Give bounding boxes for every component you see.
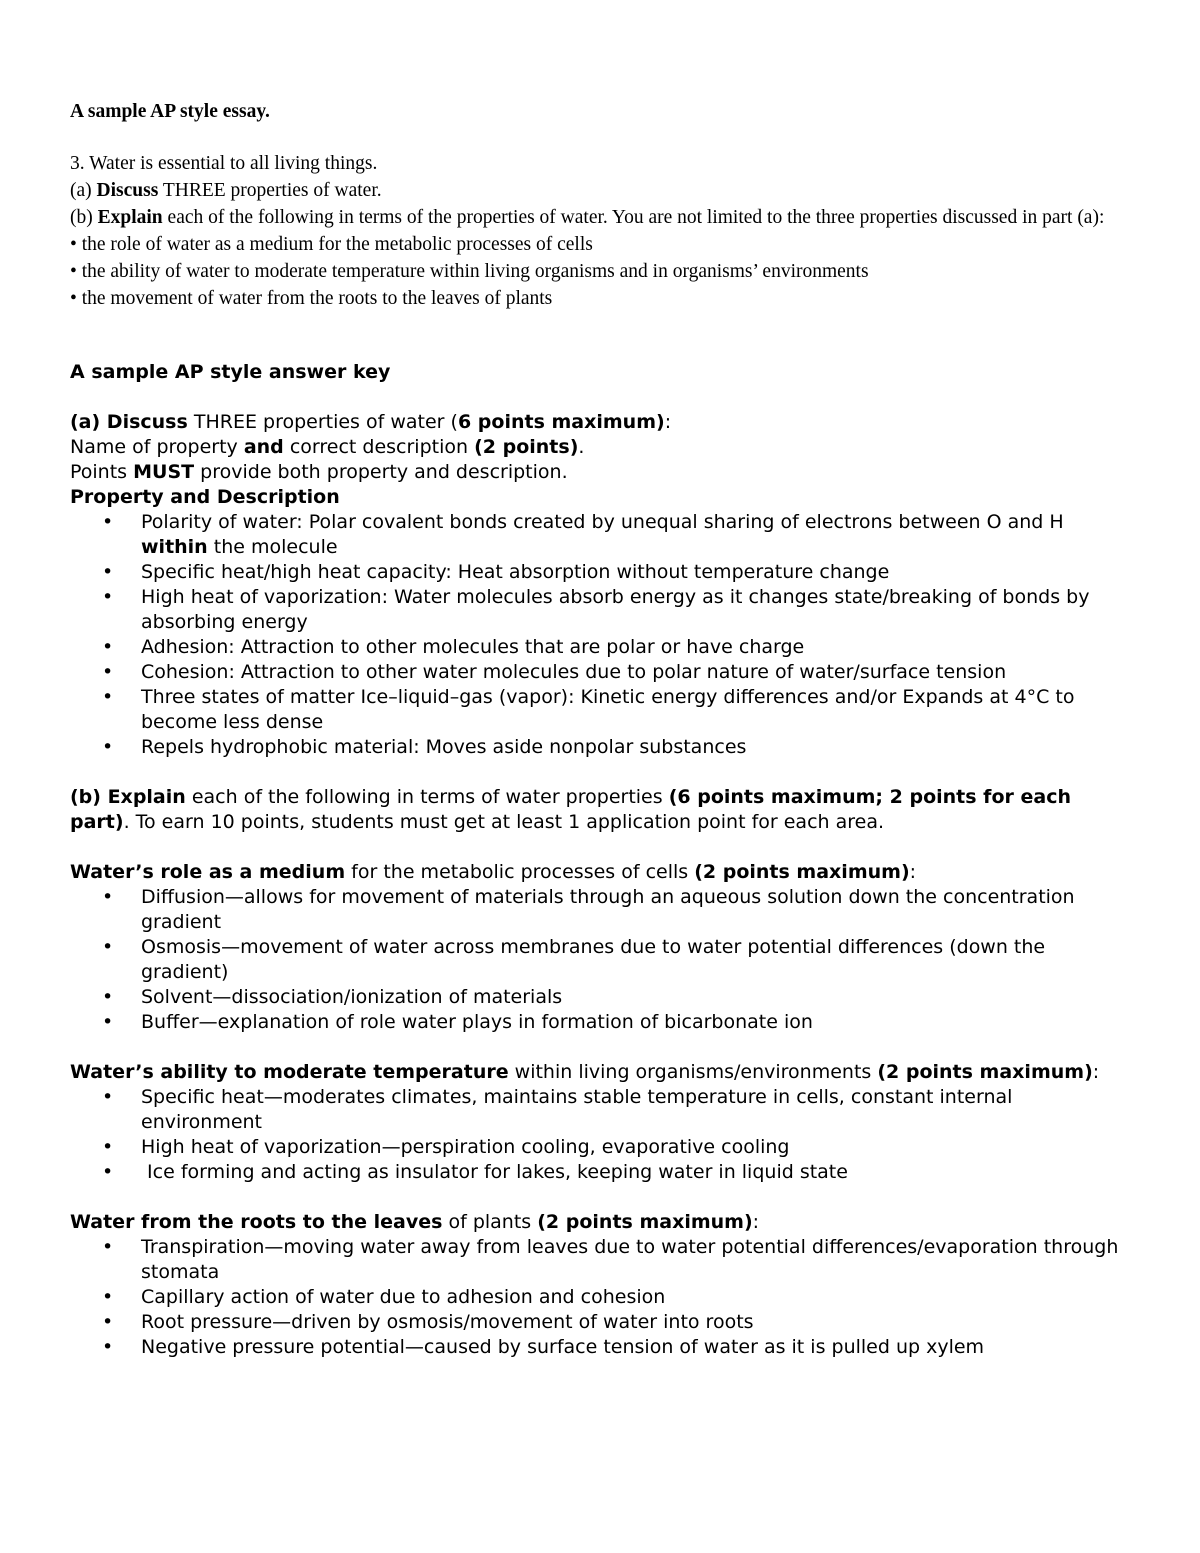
section-heading: Water’s role as a medium for the metabolic processes of cells (2 points maximum): — [70, 861, 917, 883]
list-item: • Specific heat/high heat capacity: Heat absorption without temperature change — [70, 560, 1135, 585]
section-heading: Water from the roots to the leaves of plants (2 points maximum): — [70, 1211, 760, 1233]
essay-part-b: (b) Explain each of the following in terms of the properties of water. You are not limited to the three properties discussed in part (a): — [70, 207, 1105, 228]
essay-question: 3. Water is essential to all living things. — [70, 153, 378, 174]
list-item: • Polarity of water: Polar covalent bonds created by unequal sharing of electrons between O and H within the molecule — [70, 510, 1135, 560]
essay-part-a: (a) Discuss THREE properties of water. — [70, 180, 382, 201]
list-item: • Ice forming and acting as insulator for lakes, keeping water in liquid state — [70, 1160, 1135, 1185]
essay-bullet: • the movement of water from the roots to the leaves of plants — [70, 288, 553, 309]
scoring-rule: Name of property and correct description (2 points). — [70, 436, 585, 458]
list-item: • Cohesion: Attraction to other water molecules due to polar nature of water/surface tension — [70, 660, 1135, 685]
list-item: • Capillary action of water due to adhesion and cohesion — [70, 1285, 1135, 1310]
list-item: • High heat of vaporization—perspiration cooling, evaporative cooling — [70, 1135, 1135, 1160]
list-item: • Specific heat—moderates climates, maintains stable temperature in cells, constant internal environment — [70, 1085, 1135, 1135]
essay-bullet: • the ability of water to moderate temperature within living organisms and in organisms’ environments — [70, 261, 869, 282]
essay-section — [70, 98, 1135, 312]
list-item: • Solvent—dissociation/ionization of materials — [70, 985, 1135, 1010]
list-item: • Transpiration—moving water away from leaves due to water potential differences/evaporation through stomata — [70, 1235, 1135, 1285]
answer-key-section — [70, 360, 1135, 1360]
essay-bullet: • the role of water as a medium for the metabolic processes of cells — [70, 234, 593, 255]
list-item: • Negative pressure potential—caused by surface tension of water as it is pulled up xylem — [70, 1335, 1135, 1360]
list-item: • Repels hydrophobic material: Moves aside nonpolar substances — [70, 735, 1135, 760]
list-item: • Buffer—explanation of role water plays in formation of bicarbonate ion — [70, 1010, 1135, 1035]
roots-list — [70, 1235, 1135, 1360]
list-item: • Three states of matter Ice–liquid–gas (vapor): Kinetic energy differences and/or Expands at 4°C to become less dense — [70, 685, 1135, 735]
document-page — [70, 98, 1135, 1360]
temperature-list — [70, 1085, 1135, 1185]
property-heading: Property and Description — [70, 486, 340, 508]
property-list — [70, 510, 1135, 760]
scoring-rule: Points MUST provide both property and description. — [70, 461, 568, 483]
part-a-heading: (a) Discuss THREE properties of water (6 points maximum): — [70, 411, 672, 433]
list-item: • Osmosis—movement of water across membranes due to water potential differences (down the gradient) — [70, 935, 1135, 985]
part-b-heading: (b) Explain each of the following in terms of water properties (6 points maximum; 2 points for each part). To earn 10 points, students must get at least 1 application point for each area. — [70, 786, 1071, 833]
section-heading: Water’s ability to moderate temperature within living organisms/environments (2 points maximum): — [70, 1061, 1100, 1083]
list-item: • Diffusion—allows for movement of materials through an aqueous solution down the concentration gradient — [70, 885, 1135, 935]
medium-list — [70, 885, 1135, 1035]
list-item: • Adhesion: Attraction to other molecules that are polar or have charge — [70, 635, 1135, 660]
essay-title: A sample AP style essay. — [70, 101, 270, 122]
list-item: • Root pressure—driven by osmosis/movement of water into roots — [70, 1310, 1135, 1335]
answer-key-title: A sample AP style answer key — [70, 361, 391, 383]
list-item: • High heat of vaporization: Water molecules absorb energy as it changes state/breaking of bonds by absorbing energy — [70, 585, 1135, 635]
